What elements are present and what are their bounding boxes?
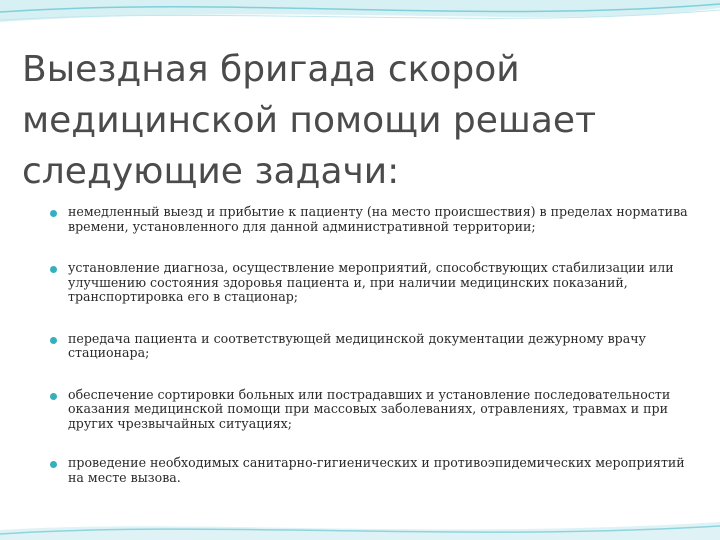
- list-item-text: установление диагноза, осуществление мероприятий, способствующих стабилизации или улучшению состояния здоровья пациента и, при наличии медицинских показаний, транспортировка его в стационар;: [68, 260, 674, 304]
- task-list: [50, 205, 690, 485]
- list-item-text: обеспечение сортировки больных или пострадавших и установление последовательности оказания медицинской помощи при массовых заболеваниях, отравлениях, травмах и при других чрезвычайных ситуациях;: [68, 386, 671, 431]
- bullet-dot-icon: [50, 337, 57, 344]
- bullet-dot-icon: [50, 461, 57, 468]
- list-item: [50, 205, 690, 234]
- list-item-text: немедленный выезд и прибытие к пациенту (на место происшествия) в пределах норматива времени, установленного для данной административной территории;: [68, 204, 688, 234]
- list-item: [50, 261, 690, 305]
- slide-title: Выездная бригада скорой медицинской помощи решает следующие задачи:: [22, 49, 597, 192]
- list-item-text: передача пациента и соответствующей медицинской документации дежурному врачу стационара;: [68, 330, 646, 360]
- list-item: [50, 332, 690, 361]
- list-item: [50, 456, 690, 485]
- bullet-dot-icon: [50, 266, 57, 273]
- bullet-dot-icon: [50, 210, 57, 217]
- bullet-dot-icon: [50, 393, 57, 400]
- list-item-text: проведение необходимых санитарно-гигиенических и противоэпидемических мероприятий на месте вызова.: [68, 455, 685, 485]
- bottom-wave-decoration: [0, 500, 720, 540]
- list-item: [50, 388, 690, 432]
